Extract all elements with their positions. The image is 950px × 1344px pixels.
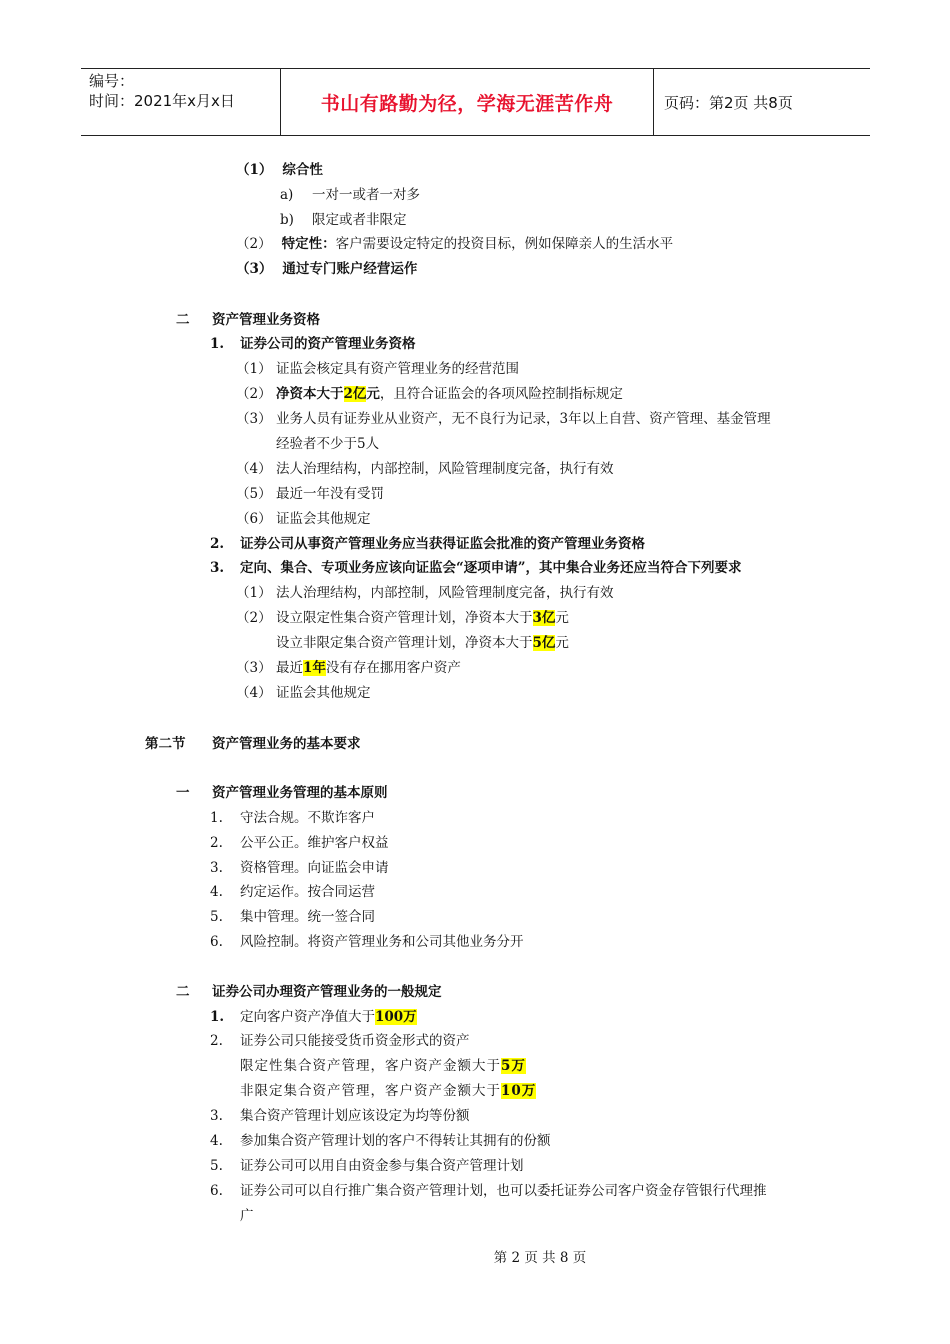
item-text: 定向客户资产净值大于	[240, 1009, 375, 1025]
item-text: 证券公司从事资产管理业务应当获得证监会批准的资产管理业务资格	[240, 536, 645, 552]
list-item	[210, 1007, 417, 1027]
heading-principles	[176, 783, 388, 803]
section-heading	[145, 734, 361, 754]
item-text: 定向、集合、专项业务应该向证监会“逐项申请”，其中集合业务还应当符合下列要求	[240, 560, 742, 576]
list-item	[236, 683, 371, 703]
item-text: 参加集合资产管理计划的客户不得转让其拥有的份额	[240, 1133, 551, 1149]
item-text: 最近	[276, 660, 303, 676]
item-number: （2）	[236, 386, 272, 402]
item-number: 6.	[210, 934, 223, 950]
item-text: 守法合规。不欺诈客户	[240, 810, 375, 826]
highlight: 5亿	[532, 635, 556, 651]
item-number: 4.	[210, 1133, 223, 1149]
item-text: 证券公司可以自行推广集合资产管理计划，也可以委托证券公司客户资金存管银行代理推	[240, 1183, 767, 1199]
highlight: 100万	[375, 1009, 417, 1025]
list-item	[236, 608, 569, 628]
item-text: 设立非限定集合资产管理计划，净资本大于	[276, 635, 533, 651]
item-number: （4）	[236, 685, 272, 701]
header-page-info: 页码：第2页 共8页	[664, 93, 793, 112]
list-item	[236, 409, 771, 429]
item-number: （5）	[236, 486, 272, 502]
item-number: 5.	[210, 1158, 223, 1174]
item-text: 非限定集合资产管理，客户资产金额大于	[240, 1083, 501, 1099]
highlight: 3亿	[532, 610, 556, 626]
item-text: 约定运作。按合同运营	[240, 884, 375, 901]
item-1b	[280, 210, 407, 230]
item-text: 集合资产管理计划应该设定为均等份额	[240, 1108, 470, 1124]
item-text: 公平公正。维护客户权益	[240, 834, 389, 851]
item-number: （3）	[236, 261, 273, 277]
item-text: 一对一或者一对多	[312, 187, 420, 203]
item-text: 限定性集合资产管理，客户资产金额大于	[240, 1058, 501, 1074]
item-text: 元	[366, 386, 380, 402]
item-number: 6.	[210, 1183, 223, 1199]
heading-qualification	[176, 310, 320, 330]
item-number: 3.	[210, 560, 225, 576]
item-number: 1.	[210, 810, 223, 826]
subheading-2	[210, 534, 645, 554]
item-number: （2）	[236, 236, 272, 252]
page-header	[81, 68, 870, 136]
list-item	[210, 1156, 524, 1176]
item-text: 法人治理结构，内部控制，风险管理制度完备，执行有效	[276, 461, 614, 477]
highlight: 5万	[501, 1058, 526, 1074]
item-number: 2.	[210, 834, 223, 851]
item-text: 法人治理结构，内部控制，风险管理制度完备，执行有效	[276, 585, 614, 601]
item-label: 特定性：	[281, 236, 336, 252]
item-text: 广	[240, 1208, 254, 1224]
list-item	[210, 932, 524, 952]
footer-page-number: 第 2 页 共 8 页	[493, 1250, 587, 1266]
list-item-continuation	[240, 1081, 536, 1101]
heading-text: 资产管理业务管理的基本原则	[212, 785, 388, 801]
item-text: 风险控制。将资产管理业务和公司其他业务分开	[240, 934, 524, 950]
item-1	[236, 160, 323, 180]
list-item	[210, 882, 375, 902]
item-text: 证监会其他规定	[276, 511, 371, 527]
item-text: 证监会核定具有资产管理业务的经营范围	[276, 361, 519, 377]
item-text: 证券公司可以用自由资金参与集合资产管理计划	[240, 1158, 524, 1174]
header-motto: 书山有路勤为径，学海无涯苦作舟	[281, 69, 654, 135]
item-number: 5.	[210, 909, 223, 926]
list-item	[236, 459, 614, 479]
list-item-continuation	[276, 633, 569, 653]
item-number: 2.	[210, 536, 225, 552]
item-number: （3）	[236, 660, 272, 676]
section-title: 资产管理业务的基本要求	[212, 736, 361, 752]
list-item	[210, 907, 375, 927]
heading-number: 二	[176, 984, 190, 1000]
subheading-1	[210, 334, 416, 354]
item-number: b)	[280, 212, 294, 228]
item-number: （2）	[236, 610, 272, 626]
item-number: 3.	[210, 859, 223, 876]
list-item	[210, 808, 375, 828]
item-text: 证监会其他规定	[276, 685, 371, 701]
list-item	[210, 1131, 551, 1151]
item-text: 证券公司的资产管理业务资格	[240, 336, 416, 352]
item-text: 没有存在挪用客户资产	[325, 660, 461, 676]
item-text: 最近一年没有受罚	[276, 486, 384, 502]
list-item	[210, 1181, 767, 1201]
list-item	[210, 1106, 470, 1126]
list-item-continuation	[240, 1206, 254, 1226]
list-item	[236, 658, 461, 678]
section-number: 第二节	[145, 736, 186, 752]
item-text: 限定或者非限定	[312, 212, 407, 228]
item-text: 资格管理。向证监会申请	[240, 859, 389, 876]
item-2	[236, 234, 673, 254]
highlight: 10万	[501, 1083, 537, 1099]
list-item	[210, 1031, 470, 1051]
list-item	[236, 509, 371, 529]
item-text: 证券公司只能接受货币资金形式的资产	[240, 1033, 470, 1049]
item-text: 净资本大于	[276, 386, 344, 402]
item-number: 1.	[210, 336, 225, 352]
heading-general-rules	[176, 982, 442, 1002]
list-item	[210, 833, 389, 853]
item-number: 4.	[210, 884, 223, 901]
item-number: 2.	[210, 1033, 223, 1049]
item-text: 设立限定性集合资产管理计划，净资本大于	[276, 610, 533, 626]
heading-number: 二	[176, 312, 190, 328]
item-number: （1）	[236, 361, 272, 377]
list-item	[236, 484, 384, 504]
subheading-3	[210, 558, 742, 578]
header-time-label: 时间：2021年x月x日	[89, 92, 235, 110]
item-text: 客户需要设定特定的投资目标，例如保障亲人的生活水平	[335, 236, 674, 252]
item-text: 元	[555, 635, 569, 651]
item-number: a)	[280, 187, 294, 203]
list-item-continuation	[240, 1056, 526, 1076]
item-text: 元	[555, 610, 569, 626]
item-text: 经验者不少于5人	[276, 436, 380, 452]
item-text: 业务人员有证券业从业资产，无不良行为记录，3年以上自营、资产管理、基金管理	[276, 411, 771, 427]
header-meta	[81, 69, 281, 135]
item-number: （6）	[236, 511, 272, 527]
item-text: 通过专门账户经营运作	[282, 261, 418, 277]
item-number: （3）	[236, 411, 272, 427]
item-number: （4）	[236, 461, 272, 477]
highlight: 2亿	[343, 386, 367, 402]
item-text: 综合性	[282, 162, 323, 178]
item-3	[236, 259, 417, 279]
list-item	[236, 384, 623, 404]
item-number: 3.	[210, 1108, 223, 1124]
item-number: （1）	[236, 585, 272, 601]
list-item-continuation	[276, 434, 379, 454]
heading-text: 证券公司办理资产管理业务的一般规定	[212, 984, 442, 1000]
list-item	[210, 858, 389, 878]
list-item	[236, 583, 614, 603]
page-footer	[0, 1246, 950, 1266]
item-text: 集中管理。统一签合同	[240, 909, 375, 926]
highlight: 1年	[303, 660, 326, 676]
item-text: ，且符合证监会的各项风险控制指标规定	[379, 386, 623, 402]
heading-number: 一	[176, 785, 190, 801]
item-1a	[280, 185, 420, 205]
header-code-label: 编号：	[89, 72, 135, 90]
item-number: （1）	[236, 162, 273, 178]
heading-text: 资产管理业务资格	[212, 312, 320, 328]
list-item	[236, 359, 519, 379]
item-number: 1.	[210, 1009, 225, 1025]
